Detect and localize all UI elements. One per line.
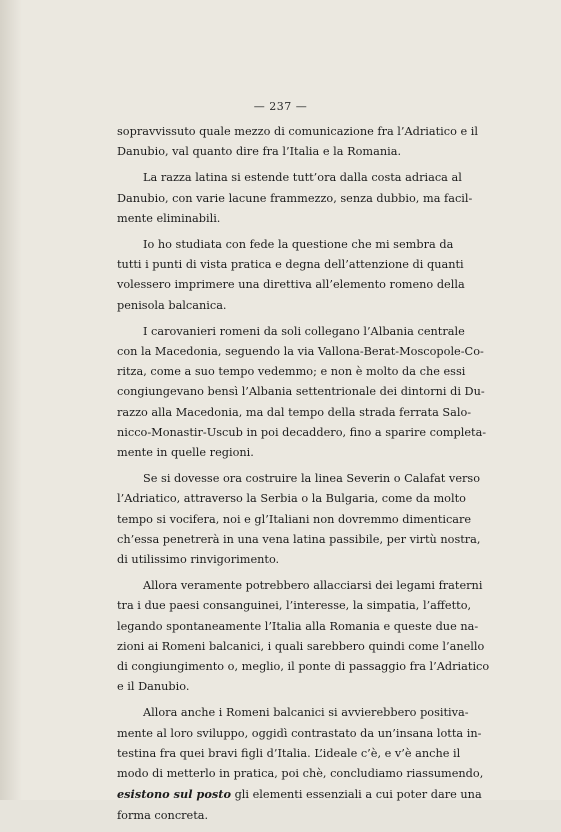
paragraph-7: [117, 703, 484, 825]
text-line: modo di metterlo in pratica, poi chè, concludiamo riassumendo,: [117, 767, 484, 781]
text-line: mente eliminabili.: [117, 211, 221, 225]
text-line: di utilissimo rinvigorimento.: [117, 553, 280, 567]
paragraph-3: [117, 235, 465, 316]
paragraph-1: [117, 122, 479, 162]
text-line: volessero imprimere una direttiva all’elemento romeno della: [117, 278, 465, 292]
text-line: razzo alla Macedonia, ma dal tempo della strada ferrata Salo-: [117, 405, 472, 419]
text-line: legando spontaneamente l’Italia alla Romania e queste due na-: [117, 619, 479, 633]
paragraph-2: [117, 168, 473, 229]
page-number: — 237 —: [253, 100, 308, 113]
text-line: mente in quelle regioni.: [117, 446, 254, 460]
text-line: nicco-Monastir-Uscub in poi decaddero, fino a sparire completa-: [117, 425, 487, 439]
text-line: Allora anche i Romeni balcanici si avvierebbero positiva-: [143, 706, 469, 720]
text-fragment: gli elementi essenziali a cui poter dare una: [230, 788, 482, 802]
text-line: penisola balcanica.: [117, 298, 227, 312]
emphasized-text: esistono sul posto: [117, 787, 231, 802]
text-line: tra i due paesi consanguinei, l’interesse, la simpatia, l’affetto,: [117, 599, 472, 613]
text-line: Io ho studiata con fede la questione che mi sembra da: [143, 238, 454, 252]
text-line: zioni ai Romeni balcanici, i quali sarebbero quindi come l’anello: [117, 639, 485, 653]
text-line: ritza, come a suo tempo vedemmo; e non è molto da che essi: [117, 365, 466, 379]
text-line-emphasis: [117, 784, 482, 805]
text-line: Danubio, con varie lacune frammezzo, senza dubbio, ma facil-: [117, 191, 473, 205]
text-line: Danubio, val quanto dire fra l’Italia e la Romania.: [117, 145, 402, 159]
text-line: testina fra quei bravi figli d’Italia. L’ideale c’è, e v’è anche il: [117, 746, 461, 760]
text-line: e il Danubio.: [117, 680, 190, 694]
text-line: congiungevano bensì l’Albania settentrionale dei dintorni di Du-: [117, 385, 485, 399]
text-line: mente al loro sviluppo, oggidì contrastato da un’insana lotta in-: [117, 726, 482, 740]
text-line: forma concreta.: [117, 808, 209, 822]
text-line: sopravvissuto quale mezzo di comunicazione fra l’Adriatico e il: [117, 125, 479, 138]
paragraph-5: [117, 469, 481, 570]
body-text: [117, 122, 490, 832]
text-line: Allora veramente potrebbero allacciarsi dei legami fraterni: [143, 579, 483, 593]
text-line: Se si dovesse ora costruire la linea Severin o Calafat verso: [143, 472, 481, 486]
text-line: di congiungimento o, meglio, il ponte di passaggio fra l’Adriatico: [117, 660, 490, 674]
text-line: La razza latina si estende tutt’ora dalla costa adriaca al: [143, 171, 462, 185]
text-line: ch’essa penetrerà in una vena latina passibile, per virtù nostra,: [117, 532, 481, 546]
text-line: tutti i punti di vista pratica e degna dell’attenzione di quanti: [117, 258, 464, 272]
paragraph-6: [117, 576, 490, 697]
text-line: I carovanieri romeni da soli collegano l’Albania centrale: [143, 324, 465, 338]
text-line: con la Macedonia, seguendo la via Vallona-Berat-Moscopole-Co-: [117, 345, 484, 359]
paragraph-4: [117, 322, 487, 463]
text-line: l’Adriatico, attraverso la Serbia o la Bulgaria, come da molto: [117, 492, 466, 506]
text-line: tempo si vocifera, noi e gl’Italiani non dovremmo dimenticare: [117, 512, 472, 526]
